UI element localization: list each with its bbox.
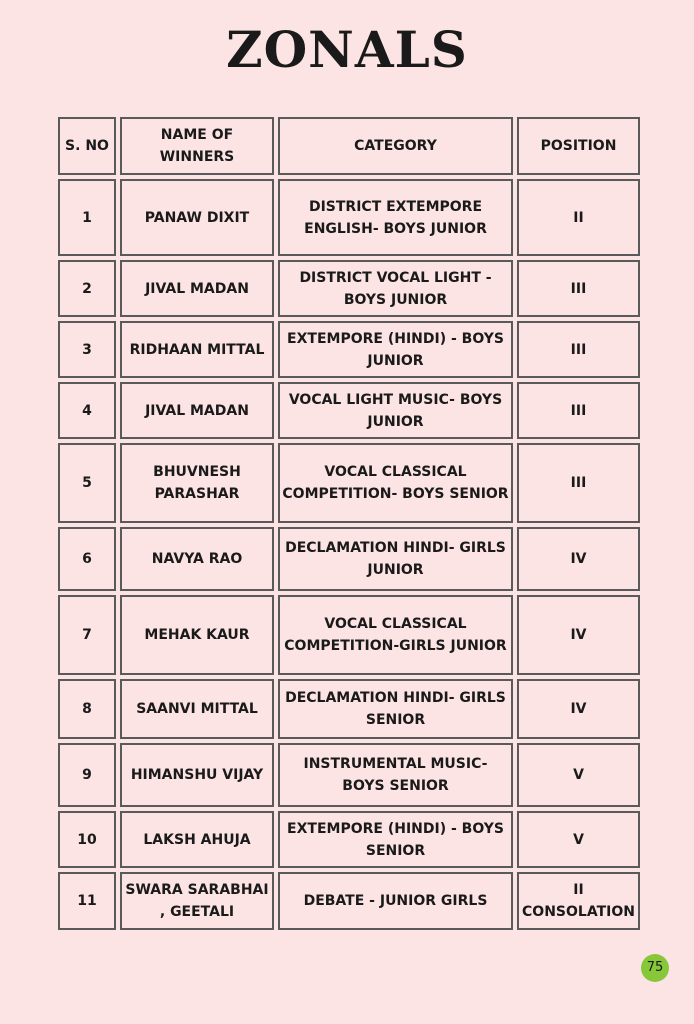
cell-category: DECLAMATION HINDI- GIRLS JUNIOR — [278, 527, 513, 591]
cell-sno: 3 — [58, 321, 116, 378]
cell-position: IV — [517, 679, 640, 739]
cell-category: DISTRICT VOCAL LIGHT - BOYS JUNIOR — [278, 260, 513, 317]
cell-position: IV — [517, 595, 640, 675]
table-row — [58, 595, 640, 675]
cell-position: III — [517, 382, 640, 439]
cell-name: RIDHAAN MITTAL — [120, 321, 274, 378]
winners-table — [54, 113, 644, 934]
cell-name: LAKSH AHUJA — [120, 811, 274, 868]
table-row — [58, 443, 640, 523]
table-row — [58, 260, 640, 317]
cell-position: III — [517, 321, 640, 378]
cell-name: JIVAL MADAN — [120, 382, 274, 439]
cell-category: VOCAL CLASSICAL COMPETITION-GIRLS JUNIOR — [278, 595, 513, 675]
cell-position: III — [517, 260, 640, 317]
cell-position: III — [517, 443, 640, 523]
page-number-badge: 75 — [641, 954, 669, 982]
cell-sno: 7 — [58, 595, 116, 675]
cell-sno: 9 — [58, 743, 116, 807]
cell-name: HIMANSHU VIJAY — [120, 743, 274, 807]
header-name: NAME OF WINNERS — [120, 117, 274, 175]
cell-name: JIVAL MADAN — [120, 260, 274, 317]
table-row — [58, 382, 640, 439]
table-row — [58, 527, 640, 591]
cell-name: BHUVNESH PARASHAR — [120, 443, 274, 523]
cell-sno: 11 — [58, 872, 116, 930]
cell-name: MEHAK KAUR — [120, 595, 274, 675]
cell-category: DISTRICT EXTEMPORE ENGLISH- BOYS JUNIOR — [278, 179, 513, 256]
table-row — [58, 872, 640, 930]
table-row — [58, 811, 640, 868]
cell-name: NAVYA RAO — [120, 527, 274, 591]
cell-position: II CONSOLATION — [517, 872, 640, 930]
cell-category: VOCAL LIGHT MUSIC- BOYS JUNIOR — [278, 382, 513, 439]
cell-sno: 1 — [58, 179, 116, 256]
cell-name: SAANVI MITTAL — [120, 679, 274, 739]
cell-sno: 5 — [58, 443, 116, 523]
cell-category: VOCAL CLASSICAL COMPETITION- BOYS SENIOR — [278, 443, 513, 523]
header-sno: S. NO — [58, 117, 116, 175]
table-header-row — [58, 117, 640, 175]
table-row — [58, 679, 640, 739]
cell-sno: 2 — [58, 260, 116, 317]
cell-sno: 10 — [58, 811, 116, 868]
cell-position: II — [517, 179, 640, 256]
cell-category: DECLAMATION HINDI- GIRLS SENIOR — [278, 679, 513, 739]
cell-sno: 8 — [58, 679, 116, 739]
cell-category: EXTEMPORE (HINDI) - BOYS SENIOR — [278, 811, 513, 868]
header-category: CATEGORY — [278, 117, 513, 175]
cell-category: EXTEMPORE (HINDI) - BOYS JUNIOR — [278, 321, 513, 378]
cell-position: V — [517, 743, 640, 807]
page-title: ZONALS — [226, 20, 468, 79]
table-row — [58, 321, 640, 378]
cell-category: INSTRUMENTAL MUSIC- BOYS SENIOR — [278, 743, 513, 807]
table-body — [58, 179, 640, 930]
header-position: POSITION — [517, 117, 640, 175]
cell-position: V — [517, 811, 640, 868]
cell-sno: 4 — [58, 382, 116, 439]
table-row — [58, 743, 640, 807]
cell-category: DEBATE - JUNIOR GIRLS — [278, 872, 513, 930]
cell-name: PANAW DIXIT — [120, 179, 274, 256]
cell-sno: 6 — [58, 527, 116, 591]
cell-position: IV — [517, 527, 640, 591]
table-row — [58, 179, 640, 256]
cell-name: SWARA SARABHAI , GEETALI — [120, 872, 274, 930]
